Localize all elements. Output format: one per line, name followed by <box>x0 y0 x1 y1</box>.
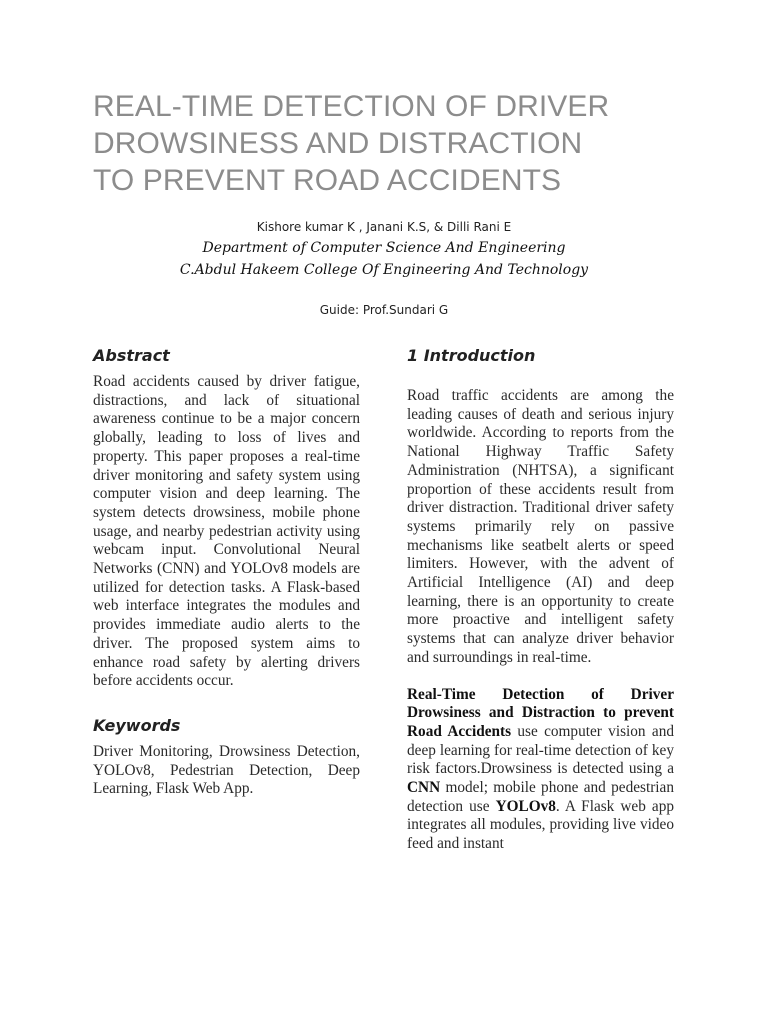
paper-title <box>93 88 733 199</box>
title-line-3: TO PREVENT ROAD ACCIDENTS <box>93 164 562 197</box>
keywords-text: Driver Monitoring, Drowsiness Detection, YOLOv8, Pedestrian Detection, Deep Learning, Flask Web App. <box>93 742 360 798</box>
para2-text-c: . A Flask web app integrates all modules, providing live video feed and instant <box>407 797 675 853</box>
para2-text-a: use computer vision and deep learning for real-time detection of key risk factors.Drowsiness is detected using a <box>407 722 674 778</box>
abstract-text: Road accidents caused by driver fatigue, distractions, and lack of situational awareness continue to be a major concern globally, leading to loss of lives and property. This paper proposes a real-time driver monitoring and safety system using computer vision and deep learning. The system detects drowsiness, mobile phone usage, and nearby pedestrian activity using webcam input. Convolutional Neural Networks (CNN) and YOLOv8 models are utilized for detection tasks. A Flask-based web interface integrates the modules and provides immediate audio alerts to the driver. The proposed system aims to enhance road safety by alerting drivers before accidents occur. <box>93 373 360 690</box>
title-line-2: DROWSINESS AND DISTRACTION <box>93 127 583 160</box>
introduction-heading: 1 Introduction <box>407 346 536 365</box>
left-column <box>93 345 360 799</box>
keywords-heading: Keywords <box>93 715 181 735</box>
right-column <box>407 345 674 854</box>
cnn-bold: CNN <box>407 779 441 797</box>
college: C.Abdul Hakeem College Of Engineering And Technology <box>179 262 589 278</box>
yolov8-bold: YOLOv8 <box>495 797 556 815</box>
para2-text-b: model; mobile phone and pedestrian detection use <box>407 779 674 815</box>
abstract-heading: Abstract <box>93 346 170 365</box>
title-line-1: REAL-TIME DETECTION OF DRIVER <box>93 90 610 123</box>
introduction-paragraph-1: Road traffic accidents are among the leading causes of death and serious injury worldwide. According to reports from the National Highway Traffic Safety Administration (NHTSA), a significant proportion of these accidents result from driver distraction. Traditional driver safety systems primarily rely on passive mechanisms like seatbelt alerts or speed limiters. However, with the advent of Artificial Intelligence (AI) and deep learning, there is an opportunity to create more proactive and intelligent safety systems that can analyze driver behavior and surroundings in real-time. <box>407 387 674 666</box>
project-title-bold: Real-Time Detection of Driver Drowsiness and Distraction to prevent Road Accidents <box>407 685 674 740</box>
introduction-paragraph-2 <box>407 686 674 854</box>
authors: Kishore kumar K , Janani K.S, & Dilli Rani E <box>256 220 512 234</box>
guide: Guide: Prof.Sundari G <box>319 303 449 317</box>
department: Department of Computer Science And Engineering <box>202 240 566 256</box>
